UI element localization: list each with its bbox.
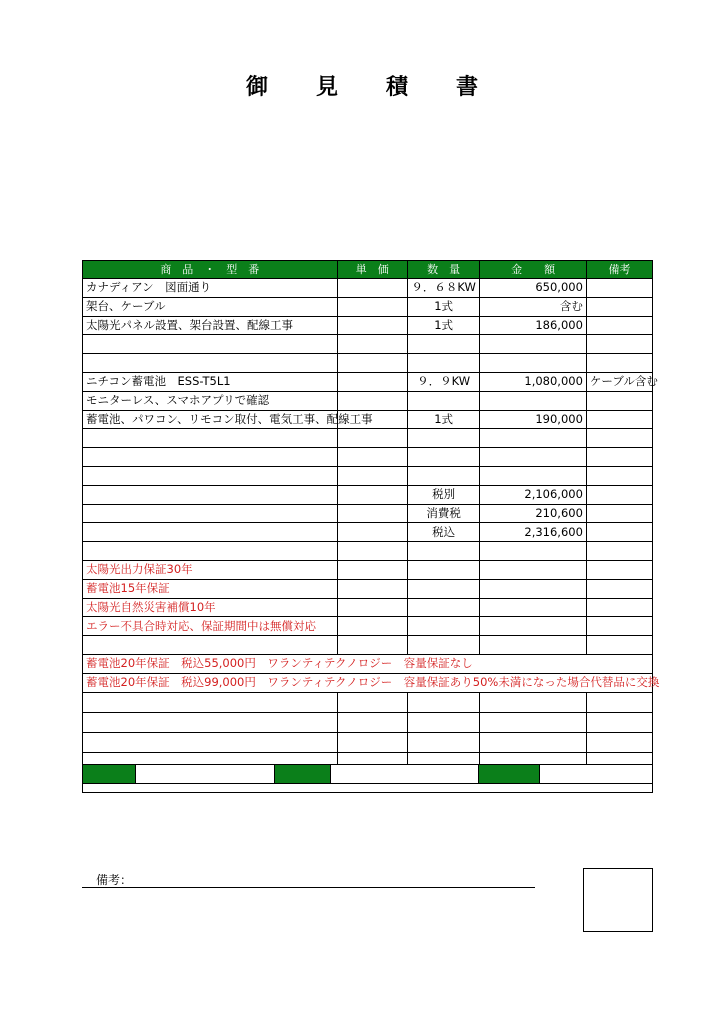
note-cell xyxy=(586,279,652,298)
note-cell xyxy=(586,560,652,579)
table-row xyxy=(83,297,653,316)
unit-price-cell xyxy=(337,297,407,316)
unit-price-cell xyxy=(337,504,407,523)
amount-cell: 186,000 xyxy=(480,316,587,335)
item-cell xyxy=(83,732,338,752)
quote-table xyxy=(82,260,660,793)
amount-cell: 650,000 xyxy=(480,279,587,298)
note-cell xyxy=(586,297,652,316)
table-row xyxy=(83,372,653,391)
amount-cell xyxy=(480,692,587,712)
table-row xyxy=(83,279,653,298)
title-char: 積 xyxy=(386,75,409,100)
quantity-cell xyxy=(407,429,479,448)
amount-cell xyxy=(480,617,587,636)
item-cell: エラー不具合時対応、保証期間中は無償対応 xyxy=(83,617,338,636)
table-header-row xyxy=(83,261,653,279)
note-cell xyxy=(586,732,652,752)
note-cell xyxy=(586,523,652,542)
title-char: 見 xyxy=(315,75,338,100)
quantity-cell: 消費税 xyxy=(407,504,479,523)
unit-price-cell xyxy=(337,485,407,504)
table-row xyxy=(83,654,653,673)
item-cell: 太陽光自然災害補償10年 xyxy=(83,598,338,617)
amount-cell: 1,080,000 xyxy=(480,372,587,391)
warranty-option-cell: 蓄電池20年保証 税込99,000円 ワランティテクノロジー 容量保証あり50%未満になった場合代替品に交換 xyxy=(83,673,653,692)
amount-cell: 含む xyxy=(480,297,587,316)
unit-price-cell xyxy=(337,466,407,485)
item-cell: 蓄電池15年保証 xyxy=(83,579,338,598)
header-unit-price: 単 価 xyxy=(337,261,407,279)
unit-price-cell xyxy=(337,598,407,617)
quantity-cell xyxy=(407,692,479,712)
quantity-cell: ９．６８KW xyxy=(407,279,479,298)
note-cell xyxy=(586,636,652,655)
quantity-cell xyxy=(407,391,479,410)
amount-cell xyxy=(480,335,587,354)
table-row xyxy=(83,485,653,504)
amount-cell xyxy=(480,560,587,579)
note-cell xyxy=(586,391,652,410)
unit-price-cell xyxy=(337,636,407,655)
table-row xyxy=(83,579,653,598)
table-row xyxy=(83,560,653,579)
remarks-line xyxy=(82,887,535,888)
quantity-cell xyxy=(407,636,479,655)
stamp-box xyxy=(583,868,653,932)
item-cell: 太陽光出力保証30年 xyxy=(83,560,338,579)
note-cell xyxy=(586,448,652,467)
table-row xyxy=(83,316,653,335)
unit-price-cell xyxy=(337,542,407,561)
table-row xyxy=(83,354,653,373)
amount-cell xyxy=(480,636,587,655)
item-cell xyxy=(83,504,338,523)
header-note: 備考 xyxy=(586,261,652,279)
item-cell: カナディアン 図面通り xyxy=(83,279,338,298)
footer-green-cell xyxy=(479,765,540,783)
unit-price-cell xyxy=(337,335,407,354)
item-cell: ニチコン蓄電池 ESS-T5L1 xyxy=(83,372,338,391)
note-cell xyxy=(586,485,652,504)
item-cell xyxy=(83,466,338,485)
quantity-cell: 税込 xyxy=(407,523,479,542)
item-cell xyxy=(83,448,338,467)
unit-price-cell xyxy=(337,692,407,712)
note-cell xyxy=(586,429,652,448)
unit-price-cell xyxy=(337,712,407,732)
unit-price-cell xyxy=(337,279,407,298)
header-item: 商 品 ・ 型 番 xyxy=(83,261,338,279)
unit-price-cell xyxy=(337,579,407,598)
amount-cell xyxy=(480,466,587,485)
footer-white-cell xyxy=(136,765,275,783)
table-row xyxy=(83,542,653,561)
table-row xyxy=(83,673,653,692)
note-cell xyxy=(586,504,652,523)
note-cell xyxy=(586,579,652,598)
quantity-cell xyxy=(407,732,479,752)
note-cell xyxy=(586,692,652,712)
item-cell xyxy=(83,692,338,712)
footer-green-cell xyxy=(275,765,331,783)
footer-white-cell xyxy=(540,765,652,783)
unit-price-cell xyxy=(337,448,407,467)
amount-cell xyxy=(480,598,587,617)
quantity-cell xyxy=(407,598,479,617)
footer-bar xyxy=(82,764,653,784)
amount-cell xyxy=(480,712,587,732)
item-cell xyxy=(83,542,338,561)
title-char: 御 xyxy=(245,75,268,100)
amount-cell: 190,000 xyxy=(480,410,587,429)
item-cell: 太陽光パネル設置、架台設置、配線工事 xyxy=(83,316,338,335)
item-cell xyxy=(83,335,338,354)
title-char: 書 xyxy=(456,75,479,100)
unit-price-cell xyxy=(337,523,407,542)
note-cell xyxy=(586,335,652,354)
item-cell xyxy=(83,485,338,504)
table-row xyxy=(83,448,653,467)
item-cell xyxy=(83,712,338,732)
item-cell: モニターレス、スマホアプリで確認 xyxy=(83,391,338,410)
quantity-cell xyxy=(407,579,479,598)
note-cell xyxy=(586,598,652,617)
amount-cell xyxy=(480,579,587,598)
table-row xyxy=(83,523,653,542)
unit-price-cell xyxy=(337,391,407,410)
quantity-cell xyxy=(407,335,479,354)
item-cell: 架台、ケーブル xyxy=(83,297,338,316)
note-cell xyxy=(586,410,652,429)
item-cell xyxy=(83,429,338,448)
table-row xyxy=(83,466,653,485)
quantity-cell xyxy=(407,617,479,636)
unit-price-cell xyxy=(337,372,407,391)
table-row xyxy=(83,692,653,712)
item-cell xyxy=(83,636,338,655)
quantity-cell xyxy=(407,712,479,732)
header-quantity: 数 量 xyxy=(407,261,479,279)
item-cell xyxy=(83,354,338,373)
quantity-cell: 1式 xyxy=(407,410,479,429)
item-cell xyxy=(83,523,338,542)
document-title xyxy=(0,70,724,101)
quantity-cell xyxy=(407,560,479,579)
unit-price-cell xyxy=(337,560,407,579)
quantity-cell xyxy=(407,542,479,561)
note-cell: ケーブル含む xyxy=(586,372,652,391)
quantity-cell xyxy=(407,354,479,373)
note-cell xyxy=(586,466,652,485)
header-amount: 金 額 xyxy=(480,261,587,279)
table-row xyxy=(83,732,653,752)
note-cell xyxy=(586,617,652,636)
table-row xyxy=(83,391,653,410)
table-row xyxy=(83,598,653,617)
note-cell xyxy=(586,354,652,373)
unit-price-cell xyxy=(337,617,407,636)
table-row xyxy=(83,617,653,636)
footer-white-cell xyxy=(331,765,479,783)
amount-cell xyxy=(480,429,587,448)
amount-cell: 2,106,000 xyxy=(480,485,587,504)
item-cell: 蓄電池、パワコン、リモコン取付、電気工事、配線工事 xyxy=(83,410,338,429)
quantity-cell: 1式 xyxy=(407,316,479,335)
note-cell xyxy=(586,316,652,335)
table-row xyxy=(83,636,653,655)
table-row xyxy=(83,712,653,732)
unit-price-cell xyxy=(337,354,407,373)
amount-cell xyxy=(480,542,587,561)
warranty-option-cell: 蓄電池20年保証 税込55,000円 ワランティテクノロジー 容量保証なし xyxy=(83,654,653,673)
table-row xyxy=(83,429,653,448)
amount-cell: 210,600 xyxy=(480,504,587,523)
amount-cell xyxy=(480,391,587,410)
quantity-cell: ９．９KW xyxy=(407,372,479,391)
note-cell xyxy=(586,712,652,732)
amount-cell: 2,316,600 xyxy=(480,523,587,542)
quantity-cell: 税別 xyxy=(407,485,479,504)
amount-cell xyxy=(480,354,587,373)
remarks-label: 備考： xyxy=(96,873,133,887)
table-row xyxy=(83,410,653,429)
unit-price-cell xyxy=(337,732,407,752)
quantity-cell xyxy=(407,466,479,485)
amount-cell xyxy=(480,732,587,752)
quantity-cell: 1式 xyxy=(407,297,479,316)
unit-price-cell xyxy=(337,429,407,448)
quantity-cell xyxy=(407,448,479,467)
table-row xyxy=(83,504,653,523)
table-row xyxy=(83,335,653,354)
unit-price-cell xyxy=(337,316,407,335)
amount-cell xyxy=(480,448,587,467)
note-cell xyxy=(586,542,652,561)
footer-green-cell xyxy=(83,765,136,783)
